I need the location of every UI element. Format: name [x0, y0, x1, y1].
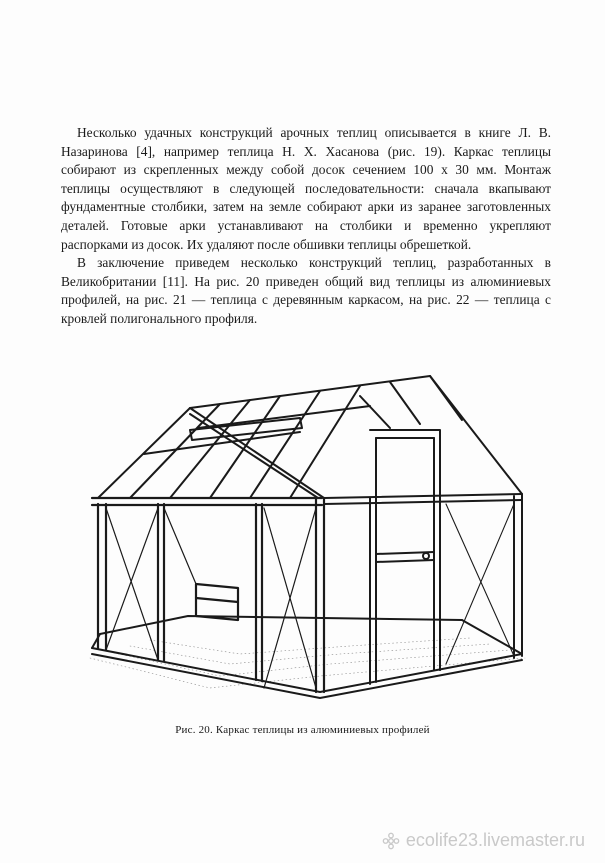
ground-texture: [90, 638, 525, 688]
body-text: [61, 124, 551, 329]
watermark-text: ecolife23.livemaster.ru: [405, 830, 585, 850]
flower-icon: [382, 832, 400, 850]
paragraph-2: В заключение приведем несколько конструкций теплиц, разработанных в Великобритании [11]. На рис. 20 приведен общий вид теплицы из алюминиевых профилей, на рис. 21 — теплица с деревянным каркасом, на рис. 22 — теплица с кровлей полигонального профиля.: [61, 255, 551, 326]
greenhouse-illustration: [70, 358, 540, 718]
paragraph-1: Несколько удачных конструкций арочных теплиц описывается в книге Л. В. Назаринова [4], например теплица Н. Х. Хасанова (рис. 19). Каркас теплицы собирают из скрепленных между собой досок сечением 100 х 30 мм. Монтаж теплицы осуществляют в следующей последовательности: сначала вкапывают фундаментные столбики, затем на земле собирают арки из заранее заготовленных деталей. Готовые арки устанавливают на столбики и временно укрепляют распорками из досок. Их удаляют после обшивки теплицы обрешеткой.: [61, 125, 551, 252]
watermark: [382, 830, 585, 851]
side-bracing: [446, 504, 514, 664]
front-bracing: [106, 508, 316, 688]
roof-frame: [98, 376, 522, 498]
figure-caption: Рис. 20. Каркас теплицы из алюминиевых профилей: [175, 724, 430, 736]
